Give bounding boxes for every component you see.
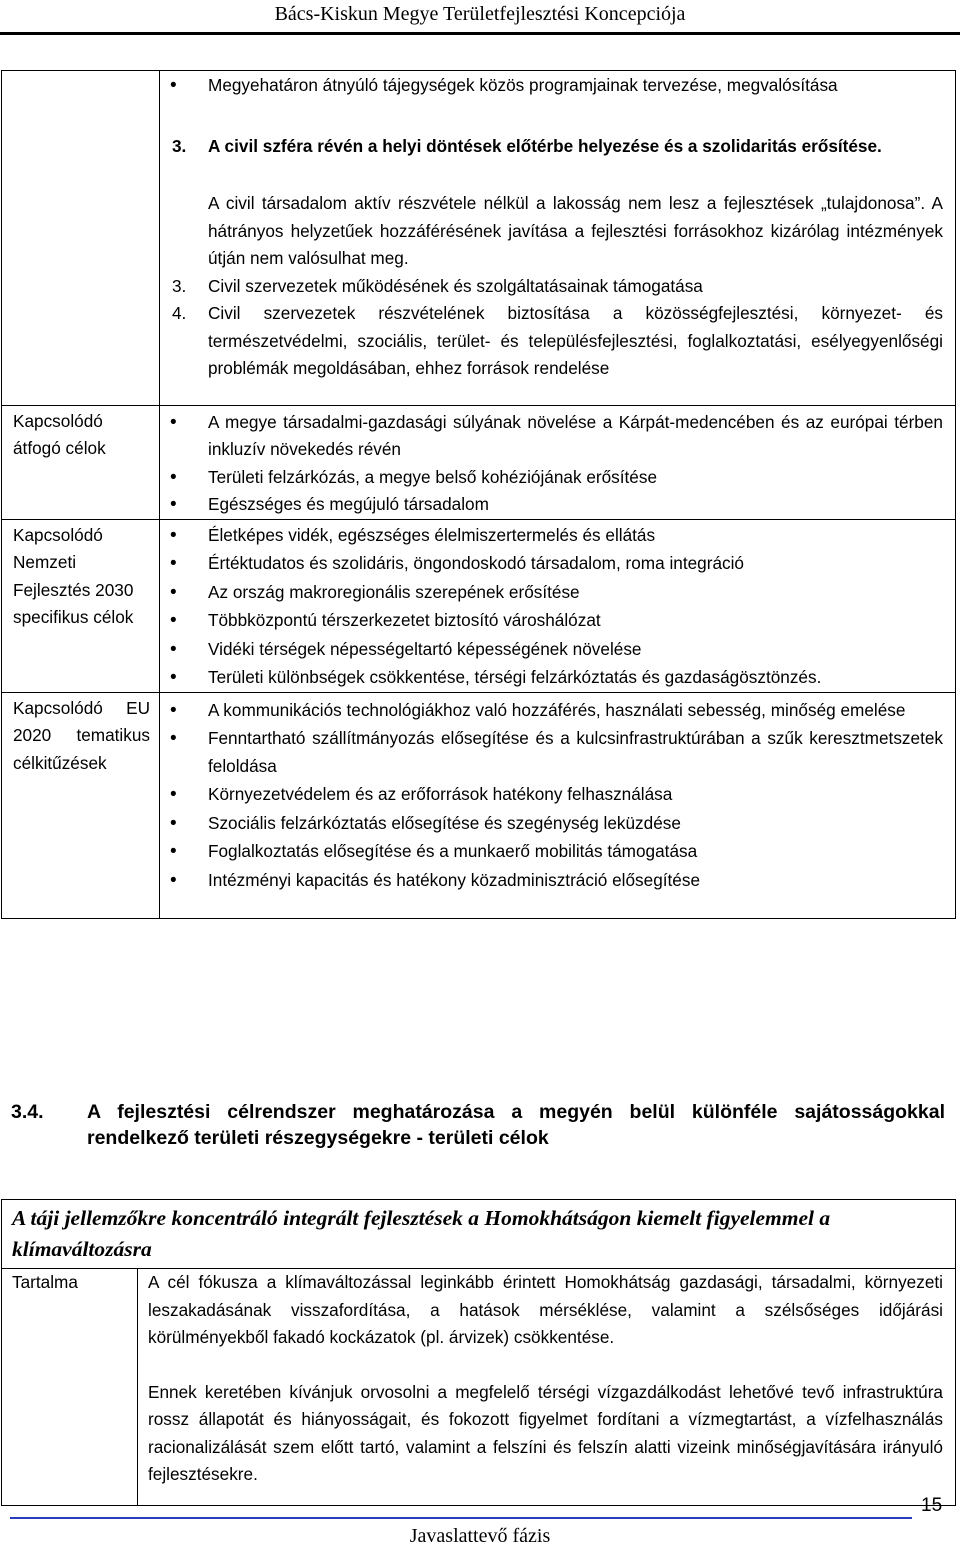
- priority-number: 3.: [172, 135, 187, 156]
- sub-item-4: [160, 300, 955, 383]
- goal-paragraph: A cél fókusza a klímaváltozással leginkább érintett Homokhátság gazdasági, társadalmi, környezeti leszakadásának visszafordítása, a hatások mérséklése, valamint a szélsőséges időjárási körülményekből fakadó kockázatok (pl. árvizek) csökkentése.: [148, 1272, 943, 1347]
- row-content: [160, 692, 956, 919]
- list-item: • Egészséges és megújuló társadalom: [160, 491, 943, 519]
- table-row: [2, 1269, 956, 1506]
- row-label-empty: [2, 71, 160, 406]
- sub-number: 3.: [172, 275, 187, 296]
- territorial-goal-table: [1, 1199, 956, 1506]
- list-item: • Környezetvédelem és az erőforrások hatékony felhasználása: [160, 781, 943, 809]
- list-item: • Értéktudatos és szolidáris, öngondoskodó társadalom, roma integráció: [160, 550, 943, 578]
- list-item: • Életképes vidék, egészséges élelmiszertermelés és ellátás: [160, 522, 943, 550]
- list-item: • A megye társadalmi-gazdasági súlyának növelése a Kárpát-medencében és az európai térben inkluzív növekedés révén: [160, 409, 943, 464]
- sub-text: Civil szervezetek részvételének biztosítása a közösségfejlesztési, környezet- és természetvédelmi, szociális, terület- és településfejlesztési, foglalkoztatási, esélyegyenlőségi problémák megoldásában, ehhez források rendelése: [208, 303, 943, 378]
- list-item: • A kommunikációs technológiákhoz való hozzáférés, használati sebesség, minőség emelése: [160, 697, 943, 725]
- list-item: • Megyehatáron átnyúló tájegységek közös programjainak tervezése, megvalósítása: [160, 72, 943, 100]
- footer-rule: [10, 1517, 912, 1519]
- list-item: • Területi felzárkózás, a megye belső kohéziójának erősítése: [160, 464, 943, 492]
- table-row: [2, 71, 956, 406]
- goal-paragraph: Ennek keretében kívánjuk orvosolni a megfelelő térségi vízgazdálkodást lehetővé tevő infrastruktúra rossz állapotát és hiányosságait, és fokozott figyelmet fordítani a vízmegtartást, a vízfelhasználás racionalizálását szem előtt tartó, valamint a felszíni és felszín alatti vizeink minőségjavítására irányuló fejlesztésekre.: [148, 1381, 943, 1484]
- row-label: Kapcsolódó Nemzeti Fejlesztés 2030 specifikus célok: [2, 519, 160, 692]
- section-heading: [11, 1099, 945, 1151]
- row-label: Kapcsolódó átfogó célok: [2, 405, 160, 519]
- list-item: • Többközpontú térszerkezetet biztosító városhálózat: [160, 607, 943, 635]
- civil-paragraph: A civil társadalom aktív részvétele nélkül a lakosság nem lesz a fejlesztések „tulajdonosa”. A hátrányos helyzetűek hozzáférésének javítása a fejlesztési forrásokhoz kizárólag intézmények útján nem valósulhat meg.: [208, 193, 943, 268]
- page-header-title: Bács-Kiskun Megye Területfejlesztési Koncepciója: [274, 3, 686, 25]
- goal-label: Tartalma: [2, 1269, 138, 1506]
- list-item: • Vidéki térségek népességeltartó képességének növelése: [160, 636, 943, 664]
- list-item: • Fenntartható szállítmányozás elősegítése és a kulcsinfrastruktúrában a szűk keresztmetszetek feloldása: [160, 725, 943, 780]
- table-row: [2, 519, 956, 692]
- row-label: Kapcsolódó EU 2020 tematikus célkitűzések: [2, 692, 160, 919]
- list-item: • Az ország makroregionális szerepének erősítése: [160, 579, 943, 607]
- list-item: • Szociális felzárkóztatás elősegítése és szegénység leküzdése: [160, 810, 943, 838]
- sub-text: Civil szervezetek működésének és szolgáltatásainak támogatása: [208, 275, 703, 296]
- page-number: 15: [921, 1495, 943, 1516]
- header-rule: [0, 32, 960, 35]
- list-item: • Intézményi kapacitás és hatékony közadminisztráció elősegítése: [160, 867, 943, 895]
- row-content: [160, 519, 956, 692]
- footer-text: Javaslattevő fázis: [409, 1525, 551, 1547]
- table-row: [2, 692, 956, 919]
- section-number: 3.4.: [11, 1101, 44, 1123]
- sub-number: 4.: [172, 303, 187, 323]
- priority-item-3: [160, 133, 955, 161]
- list-item: • Foglalkoztatás elősegítése és a munkaerő mobilitás támogatása: [160, 838, 943, 866]
- goal-title: A táji jellemzőkre koncentráló integrált fejlesztések a Homokhátságon kiemelt figyelemmel a klímaváltozásra: [2, 1200, 956, 1269]
- objectives-table: [1, 70, 956, 919]
- sub-item-3: [160, 273, 955, 301]
- section-title: A fejlesztési célrendszer meghatározása a megyén belül különféle sajátosságokkal rendelkező területi részegységekre - területi célok: [87, 1101, 945, 1149]
- table-row: [2, 405, 956, 519]
- priority-cell: [160, 71, 956, 406]
- table-row: [2, 1200, 956, 1269]
- list-item: • Területi különbségek csökkentése, térségi felzárkóztatás és gazdaságösztönzés.: [160, 664, 943, 692]
- goal-content: [138, 1269, 956, 1506]
- row-content: [160, 405, 956, 519]
- priority-text: A civil szféra révén a helyi döntések előtérbe helyezése és a szolidaritás erősítése.: [208, 135, 882, 156]
